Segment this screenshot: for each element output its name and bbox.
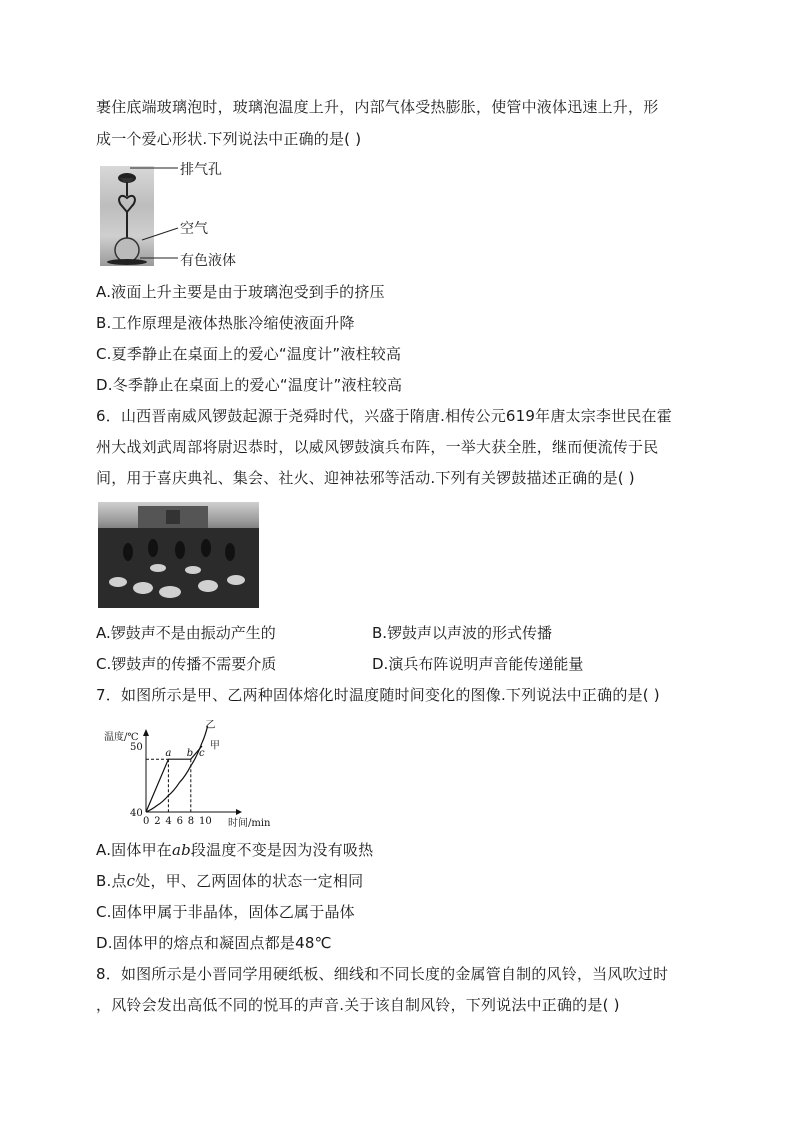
series-jia-label: 甲 — [209, 740, 220, 752]
x-tick-label: 4 — [165, 816, 172, 827]
q6-option-b: B.锣鼓声以声波的形式传播 — [372, 624, 553, 642]
intro-line-1: 裹住底端玻璃泡时，玻璃泡温度上升，内部气体受热膨胀，使管中液体迅速上升，形 — [96, 98, 659, 116]
x-tick-label: 2 — [154, 816, 161, 827]
series-yi-label: 乙 — [205, 720, 216, 732]
q7-option-a: A.固体甲在ab段温度不变是因为没有吸热 — [96, 841, 374, 859]
series-jia-line — [146, 746, 202, 812]
x-tick-label: 0 — [143, 816, 150, 827]
q7-option-d: D.固体甲的熔点和凝固点都是48℃ — [96, 934, 332, 952]
q6-stem-line-1: 6．山西晋南威风锣鼓起源于尧舜时代，兴盛于隋唐.相传公元619年唐太宗李世民在霍 — [96, 407, 672, 425]
q8-stem-line-2: ，风铃会发出高低不同的悦耳的声音.关于该自制风铃，下列说法中正确的是( ) — [96, 996, 620, 1014]
drum-performance-drawing — [98, 502, 259, 608]
label-vent: 排气孔 — [180, 162, 222, 178]
y-tick-label: 40 — [130, 808, 143, 819]
series-yi-line — [146, 726, 208, 812]
q6-option-a: A.锣鼓声不是由振动产生的 — [96, 624, 276, 642]
q6-option-c: C.锣鼓声的传播不需要介质 — [96, 655, 277, 673]
x-tick-label: 8 — [187, 816, 195, 827]
q6-stem-line-2: 州大战刘武周部将尉迟恭时，以威风锣鼓演兵布阵，一举大获全胜，继而便流传于民 — [96, 438, 659, 456]
q5-option-a: A.液面上升主要是由于玻璃泡受到手的挤压 — [96, 283, 385, 301]
q7-option-b: B.点c处，甲、乙两固体的状态一定相同 — [96, 872, 364, 890]
label-air: 空气 — [180, 221, 208, 237]
q6-option-d: D.演兵布阵说明声音能传递能量 — [372, 655, 584, 673]
x-tick-label: 6 — [176, 816, 183, 827]
label-liquid: 有色液体 — [180, 253, 236, 269]
q8-stem-line-1: 8．如图所示是小晋同学用硬纸板、细线和不同长度的金属管自制的风铃，当风吹过时 — [96, 965, 669, 983]
point-label-a: a — [165, 748, 172, 760]
x-tick-label: 10 — [199, 816, 212, 827]
q7-stem: 7．如图所示是甲、乙两种固体熔化时温度随时间变化的图像.下列说法中正确的是( ) — [96, 686, 660, 704]
drum-performance-photo — [98, 502, 259, 608]
q5-option-c: C.夏季静止在桌面上的爱心“温度计”液柱较高 — [96, 345, 402, 363]
q5-option-b: B.工作原理是液体热胀冷缩使液面升降 — [96, 314, 355, 332]
x-axis-label: 时间/min — [228, 818, 271, 829]
x-axis-arrow — [236, 809, 242, 815]
point-label-b: b — [186, 748, 194, 760]
q7-option-c: C.固体甲属于非晶体，固体乙属于晶体 — [96, 903, 355, 921]
q5-option-d: D.冬季静止在桌面上的爱心“温度计”液柱较高 — [96, 376, 403, 394]
y-axis-arrow — [143, 729, 149, 736]
q6-stem-line-3: 间，用于喜庆典礼、集会、社火、迎神祛邪等活动.下列有关锣鼓描述正确的是( ) — [96, 469, 635, 487]
y-tick-label: 50 — [130, 742, 143, 753]
melting-temperature-chart — [96, 716, 286, 834]
intro-line-2: 成一个爱心形状.下列说法中正确的是( ) — [96, 130, 362, 148]
y-axis-label: 温度/℃ — [104, 732, 139, 743]
point-label-c: c — [199, 748, 205, 759]
